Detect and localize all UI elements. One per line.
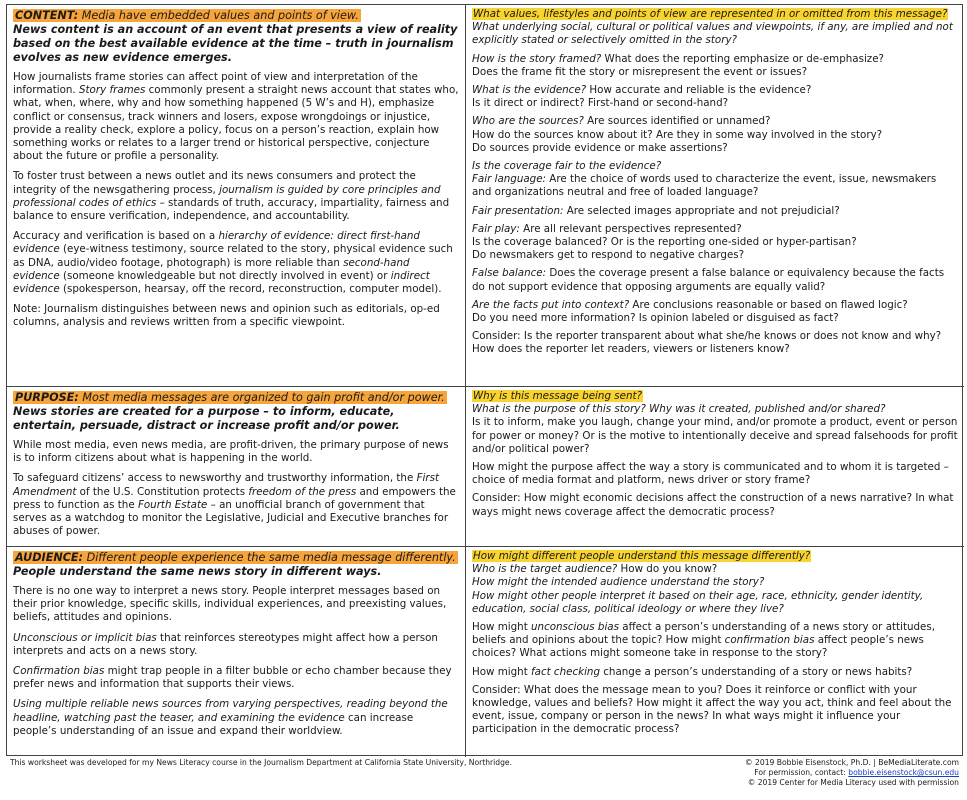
content-question-fair-language: Fair language: Are the choice of words used to characterize the event, issue, newsmakers and organizations neutral and free of loaded language? [472,173,937,199]
audience-paragraph-multiple-sources: Using multiple reliable news sources from varying perspectives, reading beyond the headline, watching past the teaser, and examining the evidence can increase people’s understanding of an issue and expand their worldview. [13,698,448,737]
purpose-question-why: What is the purpose of this story? Why was it created, published and/or shared? [472,403,886,416]
content-cell [7,5,466,387]
purpose-questions-cell [466,387,964,547]
purpose-subtitle: News stories are created for a purpose – to inform, educate, entertain, persuade, distract or increase profit and/or power. [13,405,400,432]
audience-question-bias: How might unconscious bias affect a person’s understanding of a news story or attitudes, beliefs and opinions about the topic? How might confirmation bias affect people’s news choices? What actions might someone take in response to the story? [472,621,936,660]
audience-paragraph-interpret: There is no one way to interpret a news story. People interpret messages based on their prior knowledge, specific skills, individual experiences, and preexisting values, beliefs, attitudes and opinions. [13,585,447,624]
footer-author: © 2019 Bobbie Eisenstock, Ph.D. | BeMediaLiterate.com [745,758,959,767]
content-subtitle: News content is an account of an event that presents a view of reality based on the best available evidence at the time – truth in journalism evolves as new evidence emerges. [13,23,458,64]
audience-subtitle: People understand the same news story in different ways. [13,565,382,578]
purpose-questions-title: Why is this message being sent? [473,390,642,402]
audience-title: AUDIENCE: Different people experience the same media message differently. [15,551,456,564]
content-question-frame-fit: Does the frame fit the story or misrepresent the event or issues? [472,65,808,78]
audience-question-fact-checking: How might fact checking change a person’s understanding of a story or news habits? [472,665,913,678]
content-questions-title: What values, lifestyles and points of view are represented in or omitted from this message? [473,8,948,20]
audience-paragraph-confirmation-bias: Confirmation bias might trap people in a filter bubble or echo chamber because they prefer news and information that supports their views. [13,665,452,691]
content-question-assertions: Do sources provide evidence or make assertions? [472,141,728,154]
content-paragraph-trust: To foster trust between a news outlet and its news consumers and protect the integrity of the newsgathering process, journalism is guided by core principles and professional codes of ethics – standards of truth, accuracy, impartiality, fairness and balance to ensure verification, independence, and accountability. [13,170,450,223]
content-question-false-balance: False balance: Does the coverage present a false balance or equivalency because the facts do not support evidence that opposing arguments are equally valid? [472,267,945,293]
content-question-fair-play: Fair play: Are all relevant perspectives represented? [472,222,742,235]
purpose-paragraph-profit: While most media, even news media, are profit-driven, the primary purpose of news is to inform citizens about what is happening in the world. [13,439,449,465]
content-note: Note: Journalism distinguishes between news and opinion such as editorials, op-ed columns, analysis and reviews written from a specific viewpoint. [13,303,440,329]
audience-consider: Consider: What does the message mean to you? Does it reinforce or conflict with your knowledge, values and beliefs? How might it affect the way you act, think and feel about the event, issue, company or person in the news? In what ways might it influence your participation in the democratic process? [472,683,952,736]
audience-questions-cell [466,547,964,757]
content-title: CONTENT: Media have embedded values and points of view. [15,9,359,22]
content-consider: Consider: Is the reporter transparent about what she/he knows or does not know and why? How does the reporter let readers, viewers or listeners know? [472,330,942,356]
content-question-context: Are the facts put into context? Are conclusions reasonable or based on flawed logic? [472,298,908,311]
audience-question-target: Who is the target audience? How do you know? [472,563,718,576]
content-paragraph-framing: How journalists frame stories can affect point of view and interpretation of the information. Story frames commonly present a straight news account that states who, what, when, where, why and how something happened (5 W’s and H), emphasize conflict or consensus, track winners and losers, expose wrongdoings or injustice, provide a reality check, explore a policy, focus on a person’s reaction, explain how something works or relates to a larger trend or historical perspective, conjecture about the future or profile a personality. [13,71,459,163]
purpose-question-targeted: How might the purpose affect the way a story is communicated and to whom it is targeted – choice of media format and platform, news driver or story frame? [472,461,949,487]
purpose-cell [7,387,466,547]
permission-email-link[interactable]: bobbie.eisenstock@csun.edu [848,768,959,777]
content-question-direct: Is it direct or indirect? First-hand or second-hand? [472,97,729,110]
footer-credit: This worksheet was developed for my News Literacy course in the Journalism Department at California State University, Northridge. [10,758,513,767]
content-question-more-info: Do you need more information? Is opinion labeled or disguised as fact? [472,312,839,325]
audience-questions-title: How might different people understand this message differently? [473,550,811,562]
content-question-evidence: What is the evidence? How accurate and reliable is the evidence? [472,84,812,97]
content-question-framed: How is the story framed? What does the reporting emphasize or de-emphasize? [472,52,885,65]
content-paragraph-evidence: Accuracy and verification is based on a hierarchy of evidence: direct first-hand evidence (eye-witness testimony, source related to the story, physical evidence such as DNA, audio/video footage, photograph) is more reliable than second-hand evidence (someone knowledgeable but not directly involved in event) or indirect evidence (spokesperson, hearsay, off the record, reconstruction, computer model). [13,230,453,296]
content-question-sources-know: How do the sources know about it? Are they in some way involved in the story? [472,128,883,141]
footer [6,758,963,800]
worksheet-grid [6,4,963,756]
content-question-values: What underlying social, cultural or political values and viewpoints, if any, are implied and not explicitly stated or selectively omitted in the story? [472,21,953,47]
purpose-question-motive: Is it to inform, make you laugh, change your mind, and/or promote a product, event or person for power or money? Or is the motive to intentionally deceive and spread falsehoods for profit and/or political power? [472,416,958,455]
audience-paragraph-implicit-bias: Unconscious or implicit bias that reinforces stereotypes might affect how a person interprets and acts on a news story. [13,631,438,657]
purpose-title: PURPOSE: Most media messages are organized to gain profit and/or power. [15,391,445,404]
purpose-consider: Consider: How might economic decisions affect the construction of a news narrative? In what ways might news coverage affect the democratic process? [472,492,954,518]
footer-cml-credit: © 2019 Center for Media Literacy used with permission [747,778,959,787]
content-questions-cell [466,5,964,387]
content-question-fair-presentation: Fair presentation: Are selected images appropriate and not prejudicial? [472,204,840,217]
footer-permission: For permission, contact: bobbie.eisenstock@csun.edu [754,768,959,777]
footer-copyright [745,758,959,788]
content-question-sources: Who are the sources? Are sources identified or unnamed? [472,115,771,128]
content-question-respond: Do newsmakers get to respond to negative charges? [472,249,745,262]
audience-cell [7,547,466,757]
purpose-paragraph-first-amendment: To safeguard citizens’ access to newsworthy and trustworthy information, the First Amendment of the U.S. Constitution protects freedom of the press and empowers the press to function as the Fourth Estate – an unofficial branch of government that serves as a watchdog to monitor the Legislative, Judicial and Executive branches for abuses of power. [13,472,456,538]
content-question-balanced: Is the coverage balanced? Or is the reporting one-sided or hyper-partisan? [472,236,857,249]
content-question-fair: Is the coverage fair to the evidence? [472,160,662,173]
audience-question-others: How might other people interpret it based on their age, race, ethnicity, gender identity, education, social class, political ideology or where they live? [472,589,924,615]
audience-question-intended: How might the intended audience understand the story? [472,576,765,589]
